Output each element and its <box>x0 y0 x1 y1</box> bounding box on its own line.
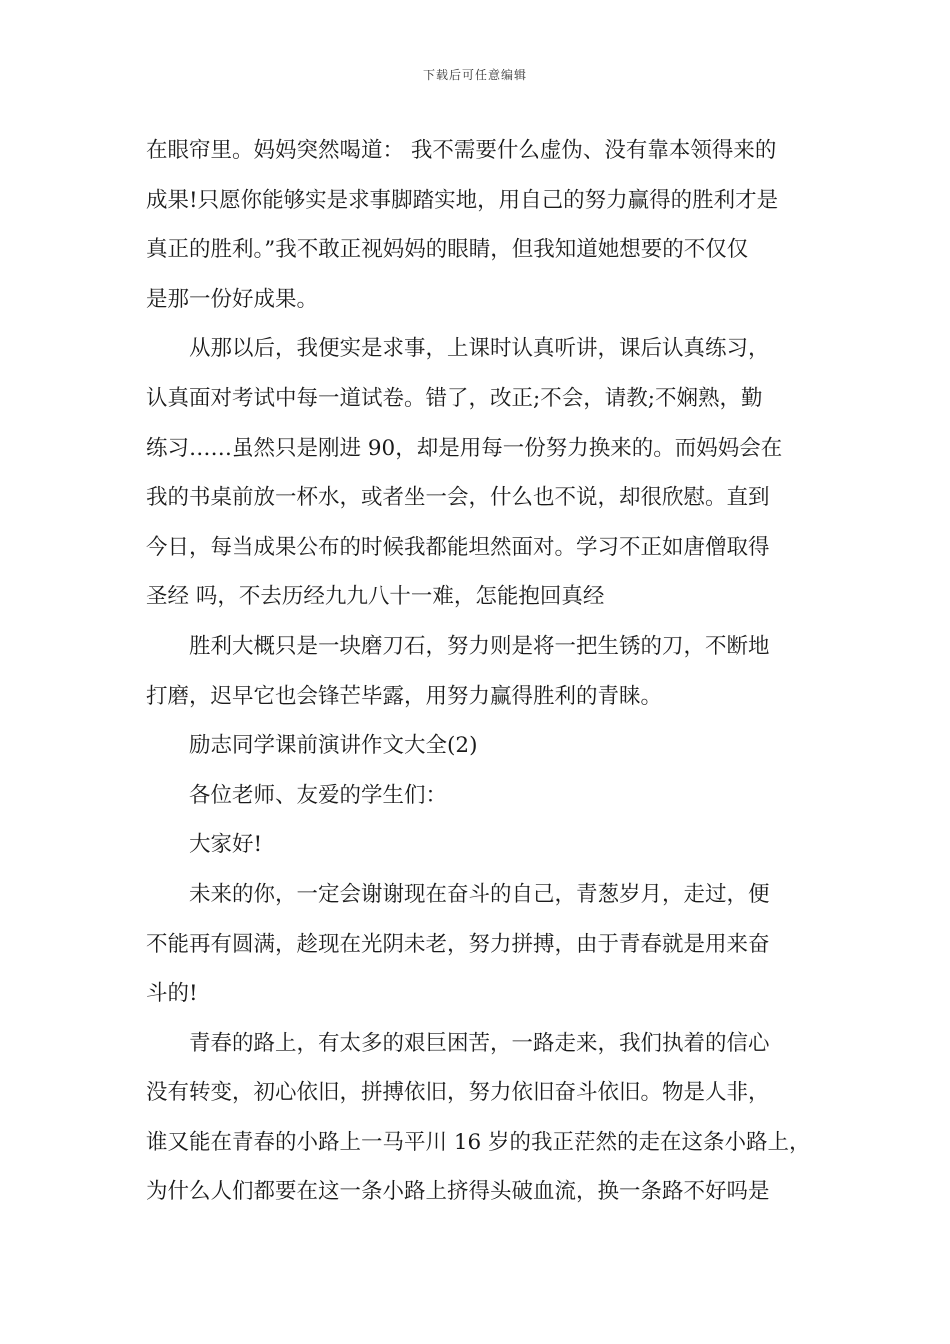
text-line: 胜利大概只是一块磨刀石，努力则是将一把生锈的刀，不断地 <box>189 633 770 659</box>
text-line: 今日，每当成果公布的时候我都能坦然面对。学习不正如唐僧取得 <box>146 534 770 560</box>
section-title: 励志同学课前演讲作文大全(2) <box>189 733 478 759</box>
body-text <box>146 126 816 1217</box>
text-line: 圣经 吗，不去历经九九八十一难，怎能抱回真经 <box>146 584 605 610</box>
salutation: 各位老师、友爱的学生们： <box>189 782 448 808</box>
greeting: 大家好! <box>189 832 263 858</box>
text-line: 真正的胜利。”我不敢正视妈妈的眼睛，但我知道她想要的不仅仅 <box>146 237 749 263</box>
text-line: 未来的你，一定会谢谢现在奋斗的自己，青葱岁月，走过，便 <box>189 881 770 907</box>
text-line: 在眼帘里。妈妈突然喝道： 我不需要什么虚伪、没有靠本领得来的 <box>146 138 777 163</box>
header-note: 下载后可任意编辑 <box>422 68 527 82</box>
text-line: 成果!只愿你能够实是求事脚踏实地，用自己的努力赢得的胜利才是 <box>146 187 779 213</box>
text-line: 没有转变，初心依旧，拼搏依旧，努力依旧奋斗依旧。物是人非， <box>146 1080 770 1106</box>
text-line: 斗的! <box>146 981 198 1007</box>
text-line: 我的书桌前放一杯水，或者坐一会，什么也不说，却很欣慰。直到 <box>146 485 770 511</box>
text-line: 认真面对考试中每一道试卷。错了，改正;不会，请教;不娴熟，勤 <box>146 385 763 411</box>
text-line: 青春的路上，有太多的艰巨困苦，一路走来，我们执着的信心 <box>189 1030 770 1056</box>
text-line: 不能再有圆满，趁现在光阴未老，努力拼搏，由于青春就是用来奋 <box>146 931 770 957</box>
text-line: 从那以后，我便实是求事，上课时认真听讲，课后认真练习， <box>189 336 770 362</box>
text-line: 为什么人们都要在这一条小路上挤得头破血流，换一条路不好吗是 <box>146 1179 770 1205</box>
text-line: 打磨，迟早它也会锋芒毕露，用努力赢得胜利的青睐。 <box>146 683 663 709</box>
text-line: 练习……虽然只是刚进 90，却是用每一份努力换来的。而妈妈会在 <box>146 435 783 461</box>
text-line: 是那一份好成果。 <box>146 286 319 312</box>
text-line: 谁又能在青春的小路上一马平川 16 岁的我正茫然的走在这条小路上， <box>146 1129 811 1155</box>
